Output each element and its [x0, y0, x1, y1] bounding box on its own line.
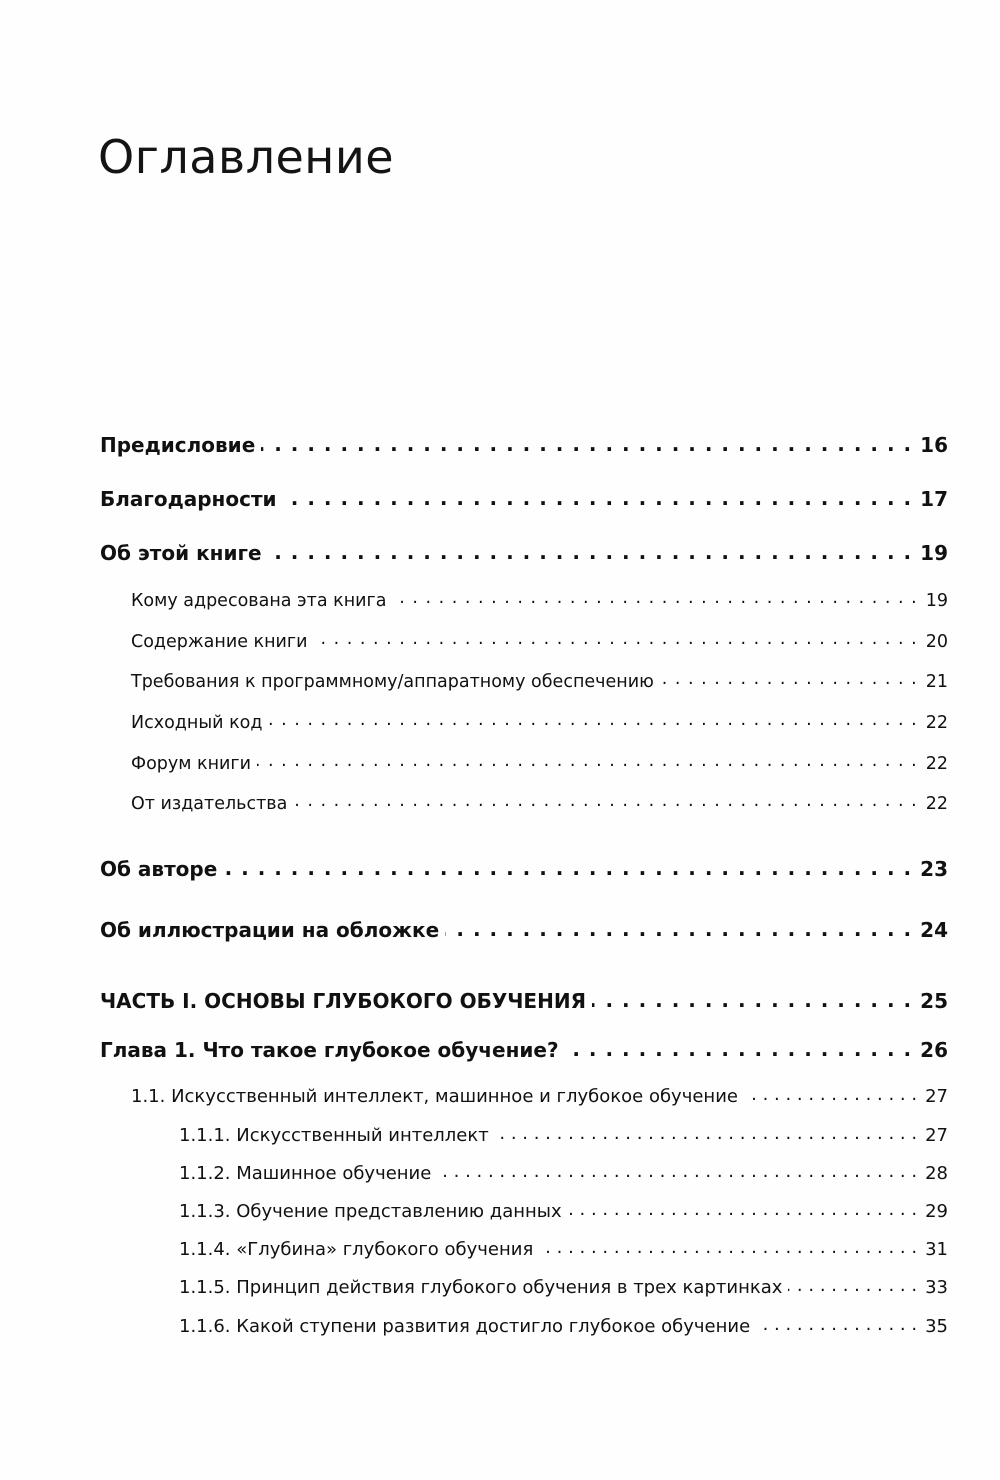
- toc-dot-leader: [756, 1314, 917, 1332]
- toc-entry: [179, 1237, 948, 1260]
- toc-page-number: 17: [920, 487, 948, 511]
- toc-entry: [131, 588, 948, 611]
- toc-dot-leader: [568, 1199, 917, 1217]
- toc-page-number: 16: [920, 433, 948, 457]
- toc-entry-title: Кому адресована эта книга: [131, 590, 387, 611]
- toc-page-number: 27: [925, 1086, 948, 1107]
- toc-page-number: 33: [925, 1277, 948, 1298]
- toc-dot-leader: [495, 1123, 917, 1141]
- toc-page-number: 20: [925, 631, 948, 652]
- toc-page-number: 22: [925, 712, 948, 733]
- toc-dot-leader: [744, 1084, 917, 1102]
- toc-entry-title: Содержание книги: [131, 631, 308, 652]
- toc-entry-title: Об авторе: [100, 857, 218, 881]
- toc-entry-title: 1.1.3. Обучение представлению данных: [179, 1201, 562, 1222]
- toc-page-number: 25: [920, 989, 948, 1013]
- toc-dot-leader: [293, 791, 917, 809]
- toc-page-number: 24: [920, 918, 948, 942]
- toc-dot-leader: [268, 540, 913, 560]
- toc-page-number: 21: [925, 671, 948, 692]
- toc-entry-title: Благодарности: [100, 487, 277, 511]
- toc-dot-leader: [592, 988, 912, 1008]
- toc-dot-leader: [437, 1161, 917, 1179]
- toc-entry: [131, 710, 948, 733]
- toc-page-number: 26: [920, 1038, 948, 1062]
- toc-entry-title: Исходный код: [131, 712, 263, 733]
- toc-page-number: 22: [925, 793, 948, 814]
- toc-entry: [131, 751, 948, 774]
- toc-entry: [100, 856, 948, 881]
- toc-entry-title: Предисловие: [100, 433, 256, 457]
- toc-entry-title: 1.1.2. Машинное обучение: [179, 1163, 432, 1184]
- toc-page-number: 28: [925, 1163, 948, 1184]
- toc-entry: [131, 791, 948, 814]
- toc-entry: [100, 917, 948, 942]
- toc-entry-title: От издательства: [131, 793, 288, 814]
- toc-page-number: 27: [925, 1125, 948, 1146]
- toc-entry: [100, 432, 948, 457]
- toc-dot-leader: [283, 486, 913, 506]
- toc-entry: [100, 540, 948, 565]
- toc-dot-leader: [268, 710, 917, 728]
- toc-page-number: 23: [920, 857, 948, 881]
- toc-entry-title: Форум книги: [131, 753, 251, 774]
- toc-dot-leader: [539, 1237, 917, 1255]
- toc-entry: [131, 669, 948, 692]
- toc-entry: [179, 1161, 948, 1184]
- toc-entry-title: 1.1.1. Искусственный интеллект: [179, 1125, 489, 1146]
- toc-dot-leader: [660, 669, 918, 687]
- toc-entry: [179, 1123, 948, 1146]
- toc-entry-title: 1.1. Искусственный интеллект, машинное и глубокое обучение: [131, 1086, 738, 1107]
- toc-entry-title: 1.1.4. «Глубина» глубокого обучения: [179, 1239, 534, 1260]
- toc-dot-leader: [257, 751, 918, 769]
- toc-entry: [179, 1275, 948, 1298]
- page-title: Оглавление: [98, 130, 395, 184]
- toc-dot-leader: [261, 432, 912, 452]
- toc-entry: [131, 629, 948, 652]
- toc-entry-title: 1.1.5. Принцип действия глубокого обучения в трех картинках: [179, 1277, 783, 1298]
- toc-entry: [131, 1084, 948, 1107]
- toc-entry-title: Требования к программному/аппаратному обеспечению: [131, 671, 654, 692]
- toc-dot-leader: [392, 588, 917, 606]
- toc-dot-leader: [445, 917, 912, 937]
- toc-entry: [100, 486, 948, 511]
- toc-entry: [179, 1199, 948, 1222]
- toc-entry-title: ЧАСТЬ I. ОСНОВЫ ГЛУБОКОГО ОБУЧЕНИЯ: [100, 989, 586, 1013]
- toc-dot-leader: [223, 856, 912, 876]
- toc-dot-leader: [788, 1275, 917, 1293]
- toc-entry-title: Об иллюстрации на обложке: [100, 918, 440, 942]
- toc-entry-title: Глава 1. Что такое глубокое обучение?: [100, 1038, 559, 1062]
- toc-page-number: 19: [920, 541, 948, 565]
- toc-page-number: 22: [925, 753, 948, 774]
- toc-entry-title: 1.1.6. Какой ступени развития достигло глубокое обучение: [179, 1316, 751, 1337]
- toc-page-number: 31: [925, 1239, 948, 1260]
- toc-entry: [100, 1037, 948, 1062]
- toc-entry-title: Об этой книге: [100, 541, 262, 565]
- toc-dot-leader: [314, 629, 918, 647]
- toc-page-number: 19: [925, 590, 948, 611]
- toc-page-number: 35: [925, 1316, 948, 1337]
- toc-page-number: 29: [925, 1201, 948, 1222]
- toc-entry: [179, 1314, 948, 1337]
- toc-entry: [100, 988, 948, 1013]
- toc-dot-leader: [565, 1037, 913, 1057]
